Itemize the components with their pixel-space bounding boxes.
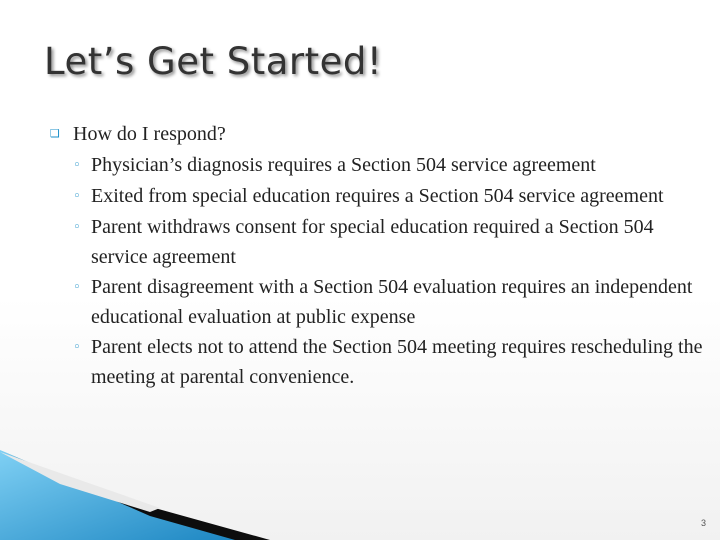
slide-title: Let’s Get Started! bbox=[44, 40, 383, 83]
circle-bullet-icon: ◦ bbox=[73, 340, 81, 355]
circle-bullet-icon: ◦ bbox=[73, 280, 81, 295]
sub-bullet-list bbox=[73, 150, 705, 392]
sub-bullet bbox=[73, 332, 705, 392]
circle-bullet-icon: ◦ bbox=[73, 158, 81, 173]
sub-bullet-text: Parent withdraws consent for special education required a Section 504 service agreement bbox=[91, 216, 654, 268]
sub-bullet bbox=[73, 212, 705, 272]
main-bullet-text: How do I respond? bbox=[73, 123, 226, 145]
sub-bullet bbox=[73, 150, 705, 181]
corner-decoration bbox=[0, 450, 300, 540]
main-bullet bbox=[50, 120, 705, 148]
page-number: 3 bbox=[700, 518, 706, 528]
sub-bullet-text: Parent disagreement with a Section 504 evaluation requires an independent educational evaluation at public expense bbox=[91, 276, 693, 328]
sub-bullet bbox=[73, 181, 705, 212]
circle-bullet-icon: ◦ bbox=[73, 220, 81, 235]
sub-bullet-text: Exited from special education requires a Section 504 service agreement bbox=[91, 185, 664, 207]
square-bullet-icon: ❑ bbox=[50, 127, 60, 140]
circle-bullet-icon: ◦ bbox=[73, 189, 81, 204]
sub-bullet-text: Physician’s diagnosis requires a Section 504 service agreement bbox=[91, 154, 596, 176]
sub-bullet-text: Parent elects not to attend the Section 504 meeting requires rescheduling the meeting at parental convenience. bbox=[91, 336, 703, 388]
slide-content bbox=[50, 120, 705, 392]
sub-bullet bbox=[73, 272, 705, 332]
